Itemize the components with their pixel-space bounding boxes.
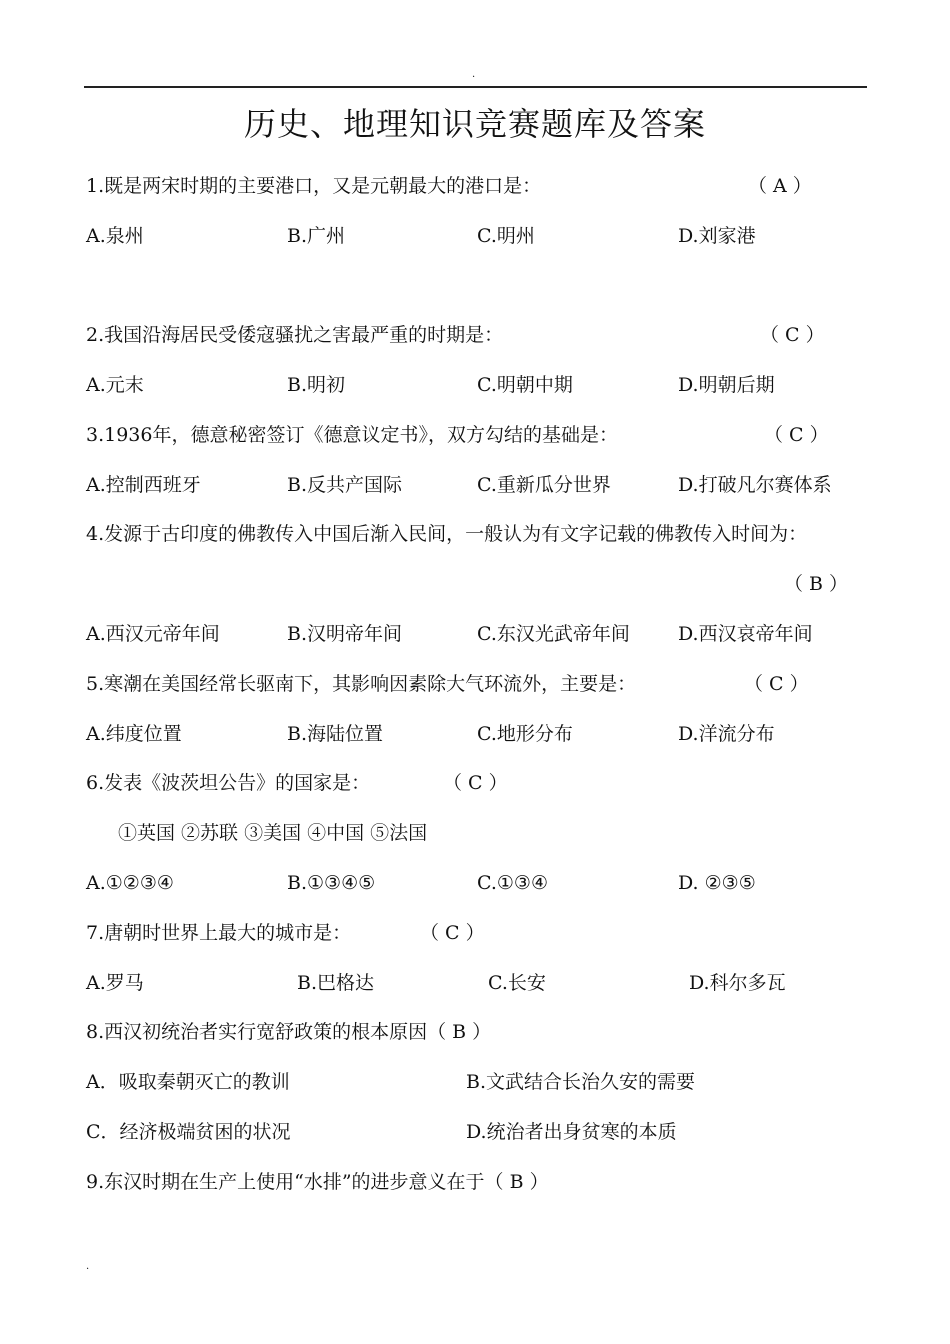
question-5-stem: 5.寒潮在美国经常长驱南下，其影响因素除大气环流外，主要是：: [86, 673, 637, 695]
question-5-answer: （ C ）: [744, 673, 809, 695]
question-2-option-a: A.元末: [86, 374, 144, 396]
question-6-option-c: C.①③④: [477, 872, 548, 894]
header-rule: [84, 86, 867, 88]
question-8-stem: 8.西汉初统治者实行宽舒政策的根本原因（ B ）: [86, 1021, 492, 1043]
question-8-option-c: C．经济极端贫困的状况: [86, 1121, 291, 1143]
question-4-option-b: B.汉明帝年间: [287, 623, 403, 645]
question-8-option-b: B.文武结合长治久安的需要: [466, 1071, 696, 1093]
question-8-option-d: D.统治者出身贫寒的本质: [466, 1121, 677, 1143]
question-6-stem: 6.发表《波茨坦公告》的国家是：: [86, 772, 371, 794]
question-2-option-d: D.明朝后期: [678, 374, 775, 396]
question-4-option-c: C.东汉光武帝年间: [477, 623, 630, 645]
page-title: 历史、地理知识竞赛题库及答案: [243, 105, 706, 143]
question-6-option-a: A.①②③④: [86, 872, 174, 894]
question-7-option-a: A.罗马: [86, 972, 144, 994]
question-3-option-c: C.重新瓜分世界: [477, 474, 611, 496]
question-5-option-b: B.海陆位置: [287, 723, 384, 745]
question-4-answer: （ B ）: [784, 573, 849, 595]
question-2-stem: 2.我国沿海居民受倭寇骚扰之害最严重的时期是：: [86, 324, 504, 346]
question-3-answer: （ C ）: [764, 424, 829, 446]
question-3-option-d: D.打破凡尔赛体系: [678, 474, 832, 496]
question-3-stem: 3.1936年，德意秘密签订《德意议定书》，双方勾结的基础是：: [86, 424, 618, 446]
question-5-option-a: A.纬度位置: [86, 723, 182, 745]
question-6-answer: （ C ）: [443, 772, 508, 794]
footer-dot: .: [86, 1261, 90, 1272]
question-7-option-d: D.科尔多瓦: [689, 972, 786, 994]
question-2-answer: （ C ）: [760, 324, 825, 346]
question-1-stem: 1.既是两宋时期的主要港口，又是元朝最大的港口是：: [86, 175, 542, 197]
question-8-option-a: A．吸取秦朝灭亡的教训: [86, 1071, 290, 1093]
question-6-option-b: B.①③④⑤: [287, 872, 376, 894]
question-1-answer: （ A ）: [748, 175, 812, 197]
question-5-option-c: C.地形分布: [477, 723, 573, 745]
question-9-stem: 9.东汉时期在生产上使用“水排”的进步意义在于（ B ）: [86, 1171, 549, 1193]
question-5-option-d: D.洋流分布: [678, 723, 775, 745]
question-6-option-d: D. ②③⑤: [678, 872, 756, 894]
question-1-option-d: D.刘家港: [678, 225, 756, 247]
question-7-stem: 7.唐朝时世界上最大的城市是：: [86, 922, 352, 944]
question-7-option-b: B.巴格达: [297, 972, 375, 994]
question-1-option-b: B.广州: [287, 225, 346, 247]
header-dot: .: [472, 69, 476, 80]
question-6-choices: ①英国 ②苏联 ③美国 ④中国 ⑤法国: [118, 822, 428, 844]
question-1-option-a: A.泉州: [86, 225, 144, 247]
question-4-option-a: A.西汉元帝年间: [86, 623, 220, 645]
question-4-option-d: D.西汉哀帝年间: [678, 623, 813, 645]
question-2-option-c: C.明朝中期: [477, 374, 573, 396]
question-7-option-c: C.长安: [488, 972, 546, 994]
question-2-option-b: B.明初: [287, 374, 346, 396]
question-3-option-b: B.反共产国际: [287, 474, 403, 496]
question-7-answer: （ C ）: [420, 922, 485, 944]
question-1-option-c: C.明州: [477, 225, 535, 247]
question-3-option-a: A.控制西班牙: [86, 474, 201, 496]
question-4-stem: 4.发源于古印度的佛教传入中国后渐入民间，一般认为有文字记载的佛教传入时间为：: [86, 523, 808, 545]
